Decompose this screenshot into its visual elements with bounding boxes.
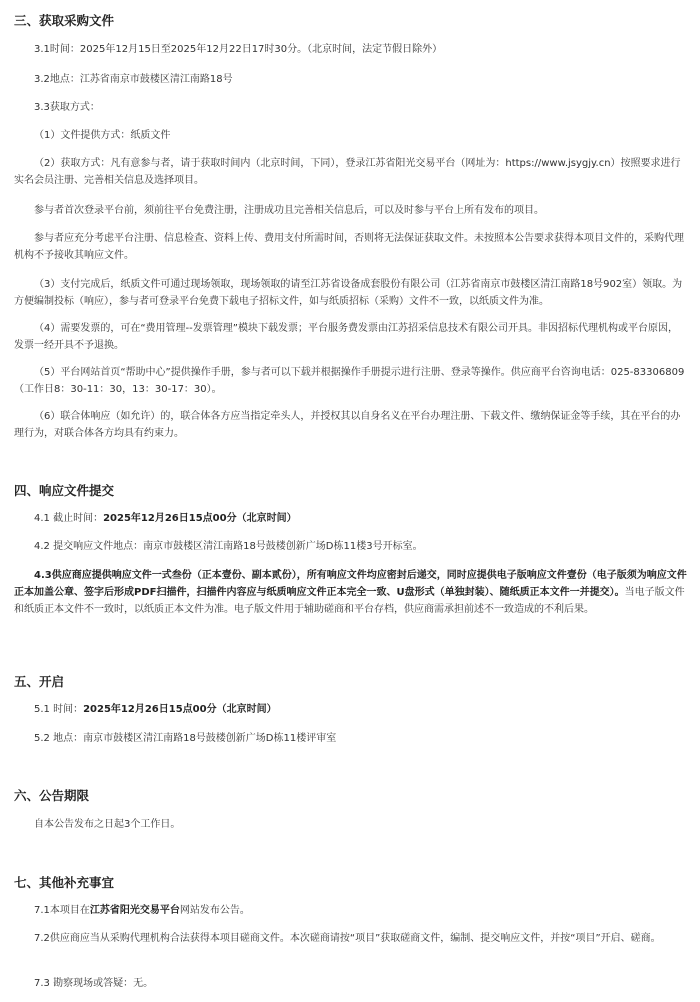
section-heading-submit-response: 四、响应文件提交 bbox=[14, 483, 115, 498]
publication-suffix: 网站发布公告。 bbox=[179, 905, 250, 916]
consultation-document-paragraph: 7.2供应商应当从采购代理机构合法获得本项目磋商文件。本次磋商请按“项目”获取磋商文件，编制、提交响应文件，并按“项目”开启、磋商。 bbox=[34, 933, 661, 944]
section-heading-opening: 五、开启 bbox=[14, 674, 65, 689]
response-copies-paragraph bbox=[14, 567, 687, 618]
consortium-paragraph: （6）联合体响应（如允许）的，联合体各方应当指定牵头人，并授权其以自身名义在平台办理注册、下载文件、缴纳保证金等手续，其在平台的办理行为，对联合体各方均具有约束力。 bbox=[14, 411, 681, 439]
site-survey-paragraph: 7.3 勘察现场或答疑：无。 bbox=[34, 978, 154, 989]
section-heading-notice-period: 六、公告期限 bbox=[14, 788, 90, 803]
publication-platform-paragraph bbox=[14, 902, 687, 919]
invoice-paragraph: （4）需要发票的，可在“费用管理--发票管理”模块下载发票；平台服务费发票由江苏招采信息技术有限公司开具。非因招标代理机构或平台原因，发票一经开具不予退换。 bbox=[14, 323, 678, 351]
opening-time-paragraph bbox=[14, 701, 687, 718]
help-center-paragraph: （5）平台网站首页“帮助中心”提供操作手册，参与者可以下载并根据操作手册提示进行注册、登录等操作。供应商平台咨询电话：025-83306809（工作日8：30-11：30，13：30-17：30）。 bbox=[14, 367, 685, 395]
obtain-location-paragraph: 3.2地点：江苏省南京市鼓楼区清江南路18号 bbox=[34, 74, 233, 85]
obtain-method-label: 3.3获取方式： bbox=[34, 102, 100, 113]
notice-period-paragraph: 自本公告发布之日起3个工作日。 bbox=[34, 819, 181, 830]
paper-document-pickup-paragraph: （3）支付完成后，纸质文件可通过现场领取，现场领取的请至江苏省设备成套股份有限公司（江苏省南京市鼓楼区清江南路18号902室）领取。为方便编制投标（响应），参与者可登录平台免费下载电子招标文件，如与纸质招标（采购）文件不一致，以纸质文件为准。 bbox=[14, 279, 683, 307]
publication-prefix: 7.1本项目在 bbox=[34, 905, 90, 916]
submission-location-paragraph: 4.2 提交响应文件地点：南京市鼓楼区清江南路18号鼓楼创新广场D栋11楼3号开标室。 bbox=[34, 541, 423, 552]
deadline-paragraph bbox=[14, 510, 687, 527]
registration-time-paragraph: 参与者应充分考虑平台注册、信息检查、资料上传、费用支付所需时间，否则将无法保证获取文件。未按照本公告要求获得本项目文件的，采购代理机构不予接收其响应文件。 bbox=[14, 233, 684, 261]
platform-name: 江苏省阳光交易平台 bbox=[89, 905, 180, 916]
response-copies-requirement: 4.3供应商应提供响应文件一式叁份（正本壹份、副本贰份），所有响应文件均应密封后递交，同时应提供电子版响应文件壹份（电子版须为响应文件正本加盖公章、签字后形成PDF扫描件，扫描件内容应与纸质响应文件正本完全一致、U盘形式（单独封装）、随纸质正本文件一并提交）。 bbox=[14, 570, 687, 598]
opening-location-paragraph: 5.2 地点：南京市鼓楼区清江南路18号鼓楼创新广场D栋11楼评审室 bbox=[34, 733, 337, 744]
obtain-method-paragraph: （2）获取方式：凡有意参与者，请于获取时间内（北京时间，下同），登录江苏省阳光交易平台（网址为：https://www.jsygjy.cn）按照要求进行实名会员注册、完善相关信息及选择项目。 bbox=[14, 158, 681, 186]
document-format-paragraph: （1）文件提供方式：纸质文件 bbox=[34, 130, 171, 141]
deadline-value: 2025年12月26日15点00分（北京时间） bbox=[103, 513, 297, 524]
opening-time-label: 5.1 时间： bbox=[34, 704, 84, 715]
obtain-time-paragraph: 3.1时间：2025年12月15日至2025年12月22日17时30分。（北京时间，法定节假日除外） bbox=[34, 44, 443, 55]
deadline-label: 4.1 截止时间： bbox=[34, 513, 104, 524]
section-heading-obtain-documents: 三、获取采购文件 bbox=[14, 13, 115, 28]
electronic-version-note: 当电子版文件和纸质正本文件不一致时，以纸质正本文件为准。电子版文件用于辅助磋商和平台存档，供应商需承担前述不一致造成的不利后果。 bbox=[14, 587, 685, 615]
opening-time-value: 2025年12月26日15点00分（北京时间） bbox=[83, 704, 277, 715]
first-login-paragraph: 参与者首次登录平台前，须前往平台免费注册，注册成功且完善相关信息后，可以及时参与平台上所有发布的项目。 bbox=[34, 205, 544, 216]
section-heading-other-matters: 七、其他补充事宜 bbox=[14, 875, 115, 890]
